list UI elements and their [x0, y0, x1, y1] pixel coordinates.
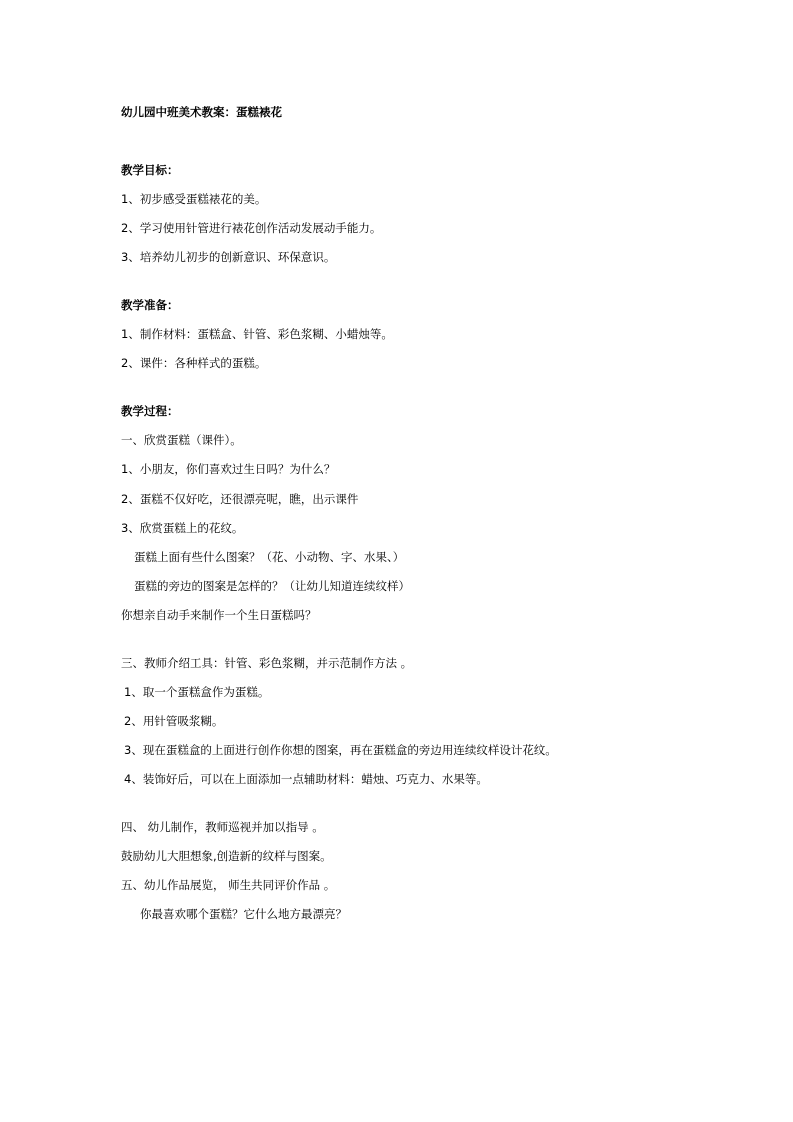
process-part1-item: 2、蛋糕不仅好吃，还很漂亮呢，瞧，出示课件: [121, 492, 359, 506]
objective-item: 2、学习使用针管进行裱花创作活动发展动手能力。: [121, 221, 382, 235]
process-part3-item: 1、取一个蛋糕盒作为蛋糕。: [124, 685, 270, 699]
document-title: 幼儿园中班美术教案：蛋糕裱花: [121, 105, 282, 119]
process-part3-heading: 三、教师介绍工具：针管、彩色浆糊，并示范制作方法 。: [121, 656, 413, 670]
process-part4-item: 鼓励幼儿大胆想象,创造新的纹样与图案。: [121, 849, 332, 863]
process-part1-item: 蛋糕上面有些什么图案？（花、小动物、字、水果、）: [134, 550, 405, 564]
objective-item: 3、培养幼儿初步的创新意识、环保意识。: [121, 250, 336, 264]
objectives-heading: 教学目标：: [121, 163, 179, 177]
objective-item: 1、初步感受蛋糕裱花的美。: [121, 192, 267, 206]
preparation-heading: 教学准备：: [121, 298, 179, 312]
process-part1-item: 蛋糕的旁边的图案是怎样的？（让幼儿知道连续纹样）: [134, 579, 410, 593]
preparation-item: 1、制作材料：蛋糕盒、针管、彩色浆糊、小蜡烛等。: [121, 327, 393, 341]
process-part1-heading: 一、欣赏蛋糕（课件）。: [121, 433, 242, 447]
process-part4-heading: 四、 幼儿制作，教师巡视并加以指导 。: [121, 820, 324, 834]
process-part1-item: 3、欣赏蛋糕上的花纹。: [121, 521, 244, 535]
process-part1-item: 你想亲自动手来制作一个生日蛋糕吗？: [121, 608, 317, 622]
process-heading: 教学过程：: [121, 404, 179, 418]
process-part5-heading: 五、幼儿作品展览， 师生共同评价作品 。: [121, 878, 336, 892]
process-part3-item: 4、装饰好后，可以在上面添加一点辅助材料：蜡烛、巧克力、水果等。: [124, 772, 488, 786]
process-part3-item: 3、现在蛋糕盒的上面进行创作你想的图案，再在蛋糕盒的旁边用连续纹样设计花纹。: [124, 743, 557, 757]
process-part1-item: 1、小朋友，你们喜欢过生日吗？为什么？: [121, 462, 336, 476]
process-part3-item: 2、用针管吸浆糊。: [124, 714, 224, 728]
preparation-item: 2、课件：各种样式的蛋糕。: [121, 356, 267, 370]
process-part5-item: 你最喜欢哪个蛋糕？它什么地方最漂亮？: [140, 907, 347, 921]
